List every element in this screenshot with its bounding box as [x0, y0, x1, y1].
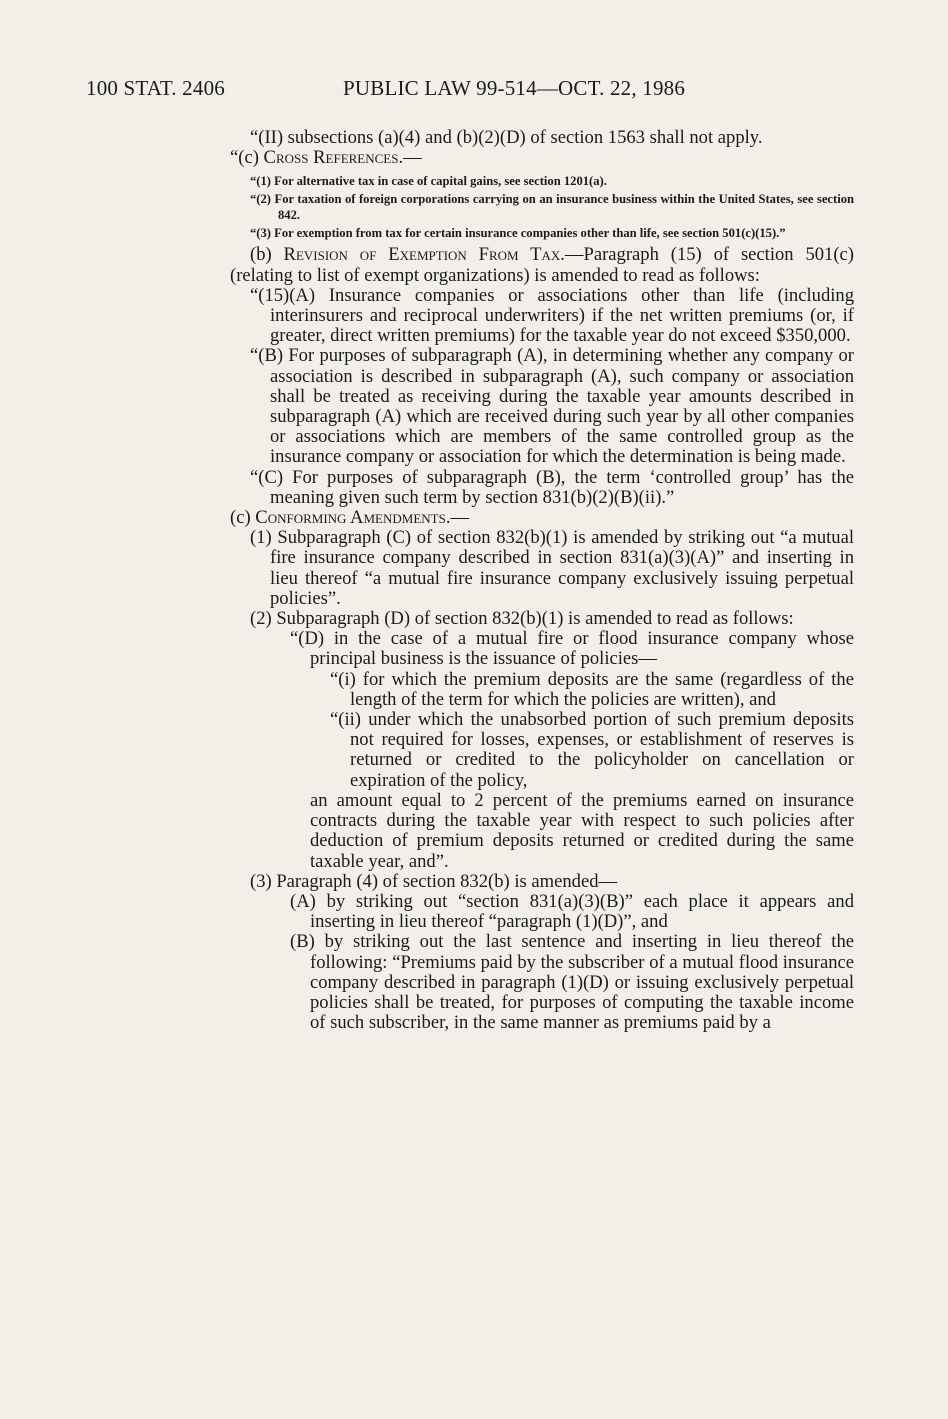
- cross-references-heading: “(c) Cross References.—: [230, 147, 422, 169]
- subparagraph-d-continuation: an amount equal to 2 percent of the premiums earned on insurance contracts during the taxable year with respect to such policies after deduction of premium deposits returned or credited during the same taxable year, and”.: [310, 789, 854, 872]
- paragraph-15a: “(15)(A) Insurance companies or associations other than life (including interinsurers and reciprocal underwriters) if the net written premiums (or, if greater, direct written premiums) for the taxable year do not exceed $350,000.: [250, 284, 854, 347]
- clause-ii: “(ii) under which the unabsorbed portion of such premium deposits not required for losses, expenses, or establishment of reserves is returned or credited to the policyholder on cancellation or expiration of the policy,: [330, 709, 854, 791]
- cross-reference-1: “(1) For alternative tax in case of capital gains, see section 1201(a).: [250, 174, 607, 189]
- subparagraph-d: “(D) in the case of a mutual fire or flood insurance company whose principal business is the issuance of policies—: [290, 628, 854, 670]
- law-title: PUBLIC LAW 99-514—OCT. 22, 1986: [343, 76, 686, 100]
- cross-reference-3: “(3) For exemption from tax for certain insurance companies other than life, see section 501(c)(15).”: [250, 226, 786, 241]
- conforming-3a: (A) by striking out “section 831(a)(3)(B)” each place it appears and inserting in lieu thereof “paragraph (1)(D)”, and: [290, 890, 854, 933]
- clause-i: “(i) for which the premium deposits are the same (regardless of the length of the term for which the policies are written), and: [330, 668, 854, 710]
- statute-citation: 100 STAT. 2406: [86, 76, 225, 100]
- paragraph-ii: “(II) subsections (a)(4) and (b)(2)(D) of section 1563 shall not apply.: [250, 127, 763, 148]
- paragraph-15b: “(B) For purposes of subparagraph (A), in determining whether any company or association is described in subparagraph (A), such company or association shall be treated as receiving during the taxable year amounts described in subparagraph (A) which are received during such year by all other companies or associations which are members of the same controlled group as the insurance company or association for which the determination is being made.: [250, 345, 854, 468]
- conforming-3b: (B) by striking out the last sentence and inserting in lieu thereof the following: “Premiums paid by the subscriber of a mutual flood insurance company described in paragraph (1)(D) or issuing exclusively perpetual policies shall be treated, for purposes of computing the taxable income of such subscriber, in the same manner as premiums paid by a: [290, 931, 854, 1034]
- paragraph-15c: “(C) For purposes of subparagraph (B), the term ‘controlled group’ has the meaning given such term by section 831(b)(2)(B)(ii).”: [250, 466, 854, 508]
- conforming-2: (2) Subparagraph (D) of section 832(b)(1) is amended to read as follows:: [250, 608, 794, 630]
- cross-reference-2: “(2) For taxation of foreign corporations carrying on an insurance business within the United States, see section 842.: [250, 192, 854, 223]
- section-c-heading: (c) Conforming Amendments.—: [230, 507, 470, 529]
- document-body: [230, 128, 854, 1033]
- conforming-1: (1) Subparagraph (C) of section 832(b)(1) is amended by striking out “a mutual fire insurance company described in section 831(a)(3)(A)” and inserting in lieu thereof “a mutual fire insurance company exclusively issuing perpetual policies”.: [250, 527, 854, 609]
- conforming-3: (3) Paragraph (4) of section 832(b) is amended—: [250, 870, 618, 892]
- section-b: (b) Revision of Exemption From Tax.—Paragraph (15) of section 501(c) (relating to list of exempt organizations) is amended to read as follows:: [230, 244, 854, 286]
